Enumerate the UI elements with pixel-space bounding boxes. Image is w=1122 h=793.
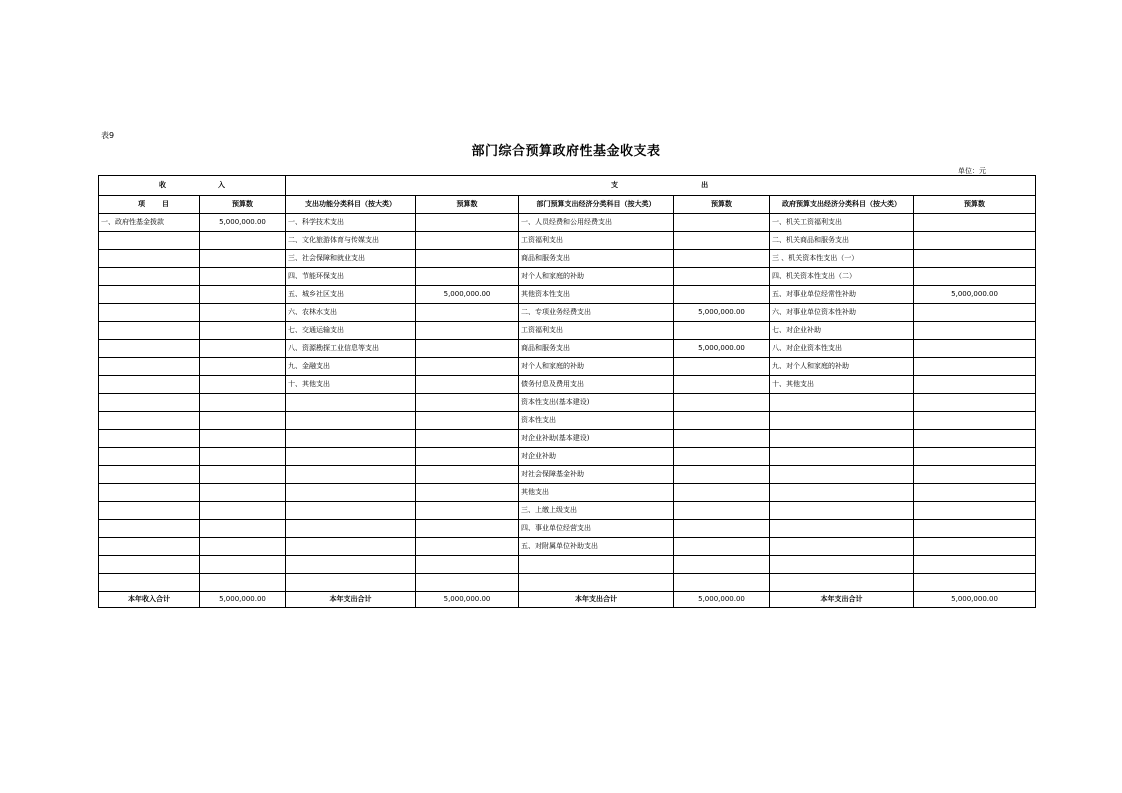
cell-dept-econ-class: 二、专项业务经费支出: [519, 304, 674, 322]
cell-gov-amount: [914, 322, 1036, 340]
cell-gov-amount: [914, 574, 1036, 592]
cell-income-item: [99, 286, 200, 304]
cell-income-amount: [200, 286, 286, 304]
budget-table: [98, 175, 1036, 608]
cell-income-amount: 5,000,000.00: [200, 214, 286, 232]
cell-func-class: [286, 430, 416, 448]
cell-gov-amount: [914, 340, 1036, 358]
cell-income-item: [99, 430, 200, 448]
cell-income-item: [99, 340, 200, 358]
cell-dept-amount: [674, 394, 770, 412]
cell-func-amount: [416, 448, 519, 466]
total-func-amount: 5,000,000.00: [416, 592, 519, 608]
table-row: [99, 232, 1036, 250]
cell-func-class: 十、其他支出: [286, 376, 416, 394]
table-row: [99, 430, 1036, 448]
cell-func-class: [286, 538, 416, 556]
total-gov-amount: 5,000,000.00: [914, 592, 1036, 608]
cell-dept-econ-class: 其他资本性支出: [519, 286, 674, 304]
cell-gov-econ-class: 三 、机关资本性支出（一）: [770, 250, 914, 268]
cell-func-amount: [416, 214, 519, 232]
cell-dept-econ-class: 资本性支出(基本建设): [519, 394, 674, 412]
cell-gov-econ-class: 九、对个人和家庭的补助: [770, 358, 914, 376]
table-row: [99, 322, 1036, 340]
table-row: [99, 340, 1036, 358]
cell-gov-econ-class: 六、对事业单位资本性补助: [770, 304, 914, 322]
cell-income-amount: [200, 268, 286, 286]
cell-gov-amount: [914, 304, 1036, 322]
cell-gov-econ-class: 五、对事业单位经常性补助: [770, 286, 914, 304]
cell-func-amount: [416, 268, 519, 286]
cell-dept-amount: [674, 214, 770, 232]
col-header-func-budget: 预算数: [416, 196, 519, 214]
totals-row: [99, 592, 1036, 608]
cell-func-amount: [416, 250, 519, 268]
cell-income-item: [99, 520, 200, 538]
cell-func-amount: [416, 412, 519, 430]
cell-dept-amount: [674, 520, 770, 538]
cell-dept-amount: 5,000,000.00: [674, 304, 770, 322]
cell-gov-econ-class: 一、机关工资福利支出: [770, 214, 914, 232]
cell-gov-econ-class: [770, 502, 914, 520]
col-header-gov-budget: 预算数: [914, 196, 1036, 214]
col-header-dept-econ-class: 部门预算支出经济分类科目（按大类）: [519, 196, 674, 214]
cell-func-amount: 5,000,000.00: [416, 286, 519, 304]
cell-func-amount: [416, 358, 519, 376]
cell-income-amount: [200, 538, 286, 556]
cell-income-amount: [200, 394, 286, 412]
cell-dept-amount: [674, 484, 770, 502]
cell-dept-amount: [674, 556, 770, 574]
cell-gov-amount: [914, 358, 1036, 376]
expense-group-header: 支 出: [286, 176, 1036, 196]
cell-gov-amount: [914, 376, 1036, 394]
cell-income-amount: [200, 556, 286, 574]
cell-gov-econ-class: [770, 556, 914, 574]
cell-dept-econ-class: 工资福利支出: [519, 322, 674, 340]
cell-gov-econ-class: 十、其他支出: [770, 376, 914, 394]
cell-gov-econ-class: [770, 412, 914, 430]
cell-dept-econ-class: 三、上缴上级支出: [519, 502, 674, 520]
cell-func-class: 三、社会保障和就业支出: [286, 250, 416, 268]
cell-income-amount: [200, 520, 286, 538]
cell-income-item: 一、政府性基金拨款: [99, 214, 200, 232]
cell-income-amount: [200, 430, 286, 448]
table-row: [99, 466, 1036, 484]
table-row: [99, 520, 1036, 538]
cell-dept-amount: [674, 322, 770, 340]
table-row: [99, 250, 1036, 268]
cell-dept-amount: [674, 376, 770, 394]
cell-dept-econ-class: 工资福利支出: [519, 232, 674, 250]
cell-income-item: [99, 250, 200, 268]
cell-income-item: [99, 394, 200, 412]
cell-gov-amount: [914, 214, 1036, 232]
cell-gov-amount: [914, 520, 1036, 538]
table-row: [99, 304, 1036, 322]
cell-income-item: [99, 304, 200, 322]
cell-gov-econ-class: 二、机关商品和服务支出: [770, 232, 914, 250]
total-dept-amount: 5,000,000.00: [674, 592, 770, 608]
cell-income-item: [99, 268, 200, 286]
table-row: [99, 376, 1036, 394]
table-row: [99, 394, 1036, 412]
cell-func-amount: [416, 502, 519, 520]
cell-dept-econ-class: 对社会保障基金补助: [519, 466, 674, 484]
table-row: [99, 286, 1036, 304]
cell-income-amount: [200, 340, 286, 358]
cell-func-class: [286, 394, 416, 412]
table-row: [99, 268, 1036, 286]
cell-func-class: 九、金融支出: [286, 358, 416, 376]
table-row: [99, 502, 1036, 520]
cell-func-class: [286, 484, 416, 502]
col-header-income-budget: 预算数: [200, 196, 286, 214]
cell-func-amount: [416, 466, 519, 484]
cell-gov-econ-class: [770, 466, 914, 484]
cell-func-class: [286, 466, 416, 484]
cell-dept-econ-class: [519, 574, 674, 592]
cell-dept-econ-class: 一、人员经费和公用经费支出: [519, 214, 674, 232]
cell-dept-amount: [674, 574, 770, 592]
cell-gov-econ-class: [770, 538, 914, 556]
cell-dept-econ-class: 对个人和家庭的补助: [519, 268, 674, 286]
total-func-label: 本年支出合计: [286, 592, 416, 608]
cell-income-item: [99, 556, 200, 574]
cell-income-amount: [200, 502, 286, 520]
cell-func-amount: [416, 340, 519, 358]
cell-func-amount: [416, 376, 519, 394]
table-number-label: 表9: [101, 131, 115, 140]
cell-dept-econ-class: 债务付息及费用支出: [519, 376, 674, 394]
cell-gov-amount: [914, 538, 1036, 556]
cell-func-amount: [416, 232, 519, 250]
cell-income-item: [99, 574, 200, 592]
cell-gov-amount: 5,000,000.00: [914, 286, 1036, 304]
cell-dept-econ-class: 其他支出: [519, 484, 674, 502]
cell-income-item: [99, 484, 200, 502]
cell-func-class: 六、农林水支出: [286, 304, 416, 322]
cell-func-amount: [416, 520, 519, 538]
table-row: [99, 538, 1036, 556]
table-row: [99, 412, 1036, 430]
cell-func-class: [286, 448, 416, 466]
income-group-header: 收 入: [99, 176, 286, 196]
cell-income-amount: [200, 232, 286, 250]
cell-dept-amount: [674, 412, 770, 430]
table-row: [99, 448, 1036, 466]
cell-income-item: [99, 376, 200, 394]
cell-income-amount: [200, 250, 286, 268]
cell-func-amount: [416, 484, 519, 502]
cell-func-class: [286, 412, 416, 430]
cell-gov-econ-class: 八、对企业资本性支出: [770, 340, 914, 358]
col-header-func-class: 支出功能分类科目（按大类）: [286, 196, 416, 214]
cell-income-amount: [200, 376, 286, 394]
cell-gov-econ-class: 四、机关资本性支出（二）: [770, 268, 914, 286]
cell-gov-amount: [914, 250, 1036, 268]
cell-gov-amount: [914, 412, 1036, 430]
cell-income-amount: [200, 322, 286, 340]
cell-income-item: [99, 502, 200, 520]
cell-income-amount: [200, 304, 286, 322]
cell-income-item: [99, 412, 200, 430]
col-header-gov-econ-class: 政府预算支出经济分类科目（按大类）: [770, 196, 914, 214]
cell-dept-econ-class: 对企业补助: [519, 448, 674, 466]
cell-income-item: [99, 322, 200, 340]
cell-dept-econ-class: 商品和服务支出: [519, 250, 674, 268]
cell-gov-amount: [914, 430, 1036, 448]
cell-dept-amount: [674, 502, 770, 520]
cell-dept-amount: [674, 430, 770, 448]
cell-func-class: 四、节能环保支出: [286, 268, 416, 286]
cell-income-item: [99, 538, 200, 556]
header-row-columns: [99, 196, 1036, 214]
cell-func-amount: [416, 394, 519, 412]
header-row-group: [99, 176, 1036, 196]
cell-gov-amount: [914, 502, 1036, 520]
col-header-item: 项 目: [99, 196, 200, 214]
cell-gov-amount: [914, 394, 1036, 412]
total-income-label: 本年收入合计: [99, 592, 200, 608]
cell-income-amount: [200, 448, 286, 466]
cell-gov-econ-class: 七、对企业补助: [770, 322, 914, 340]
cell-func-amount: [416, 574, 519, 592]
page-title: 部门综合预算政府性基金收支表: [471, 144, 661, 159]
cell-dept-amount: [674, 232, 770, 250]
cell-dept-amount: [674, 448, 770, 466]
cell-gov-econ-class: [770, 574, 914, 592]
cell-gov-amount: [914, 484, 1036, 502]
cell-func-class: 五、城乡社区支出: [286, 286, 416, 304]
cell-func-class: [286, 520, 416, 538]
cell-income-item: [99, 466, 200, 484]
cell-func-amount: [416, 538, 519, 556]
cell-gov-amount: [914, 448, 1036, 466]
cell-func-amount: [416, 322, 519, 340]
cell-dept-econ-class: 对个人和家庭的补助: [519, 358, 674, 376]
cell-gov-econ-class: [770, 520, 914, 538]
cell-dept-econ-class: [519, 556, 674, 574]
cell-dept-amount: 5,000,000.00: [674, 340, 770, 358]
cell-dept-amount: [674, 286, 770, 304]
cell-dept-econ-class: 五、对附属单位补助支出: [519, 538, 674, 556]
cell-gov-amount: [914, 268, 1036, 286]
cell-gov-amount: [914, 232, 1036, 250]
cell-gov-econ-class: [770, 394, 914, 412]
cell-income-amount: [200, 466, 286, 484]
cell-func-class: 二、文化旅游体育与传媒支出: [286, 232, 416, 250]
cell-dept-amount: [674, 358, 770, 376]
cell-gov-amount: [914, 466, 1036, 484]
cell-gov-econ-class: [770, 448, 914, 466]
cell-func-class: [286, 502, 416, 520]
cell-func-amount: [416, 304, 519, 322]
total-income-amount: 5,000,000.00: [200, 592, 286, 608]
cell-func-class: [286, 556, 416, 574]
cell-dept-amount: [674, 466, 770, 484]
cell-income-amount: [200, 574, 286, 592]
cell-income-amount: [200, 484, 286, 502]
cell-func-class: 七、交通运输支出: [286, 322, 416, 340]
col-header-dept-budget: 预算数: [674, 196, 770, 214]
total-dept-label: 本年支出合计: [519, 592, 674, 608]
cell-func-amount: [416, 556, 519, 574]
cell-func-class: [286, 574, 416, 592]
table-row: [99, 358, 1036, 376]
cell-dept-econ-class: 资本性支出: [519, 412, 674, 430]
cell-func-class: 八、资源勘探工业信息等支出: [286, 340, 416, 358]
cell-func-amount: [416, 430, 519, 448]
cell-gov-amount: [914, 556, 1036, 574]
cell-func-class: 一、科学技术支出: [286, 214, 416, 232]
cell-dept-econ-class: 商品和服务支出: [519, 340, 674, 358]
cell-dept-amount: [674, 538, 770, 556]
total-gov-label: 本年支出合计: [770, 592, 914, 608]
cell-gov-econ-class: [770, 484, 914, 502]
table-row: [99, 556, 1036, 574]
cell-dept-econ-class: 四、事业单位经营支出: [519, 520, 674, 538]
table-row: [99, 214, 1036, 232]
unit-label: 单位：元: [958, 167, 986, 175]
cell-gov-econ-class: [770, 430, 914, 448]
cell-dept-amount: [674, 250, 770, 268]
cell-income-amount: [200, 358, 286, 376]
cell-income-item: [99, 358, 200, 376]
cell-income-amount: [200, 412, 286, 430]
cell-dept-amount: [674, 268, 770, 286]
table-row: [99, 574, 1036, 592]
cell-income-item: [99, 448, 200, 466]
cell-income-item: [99, 232, 200, 250]
cell-dept-econ-class: 对企业补助(基本建设): [519, 430, 674, 448]
table-row: [99, 484, 1036, 502]
